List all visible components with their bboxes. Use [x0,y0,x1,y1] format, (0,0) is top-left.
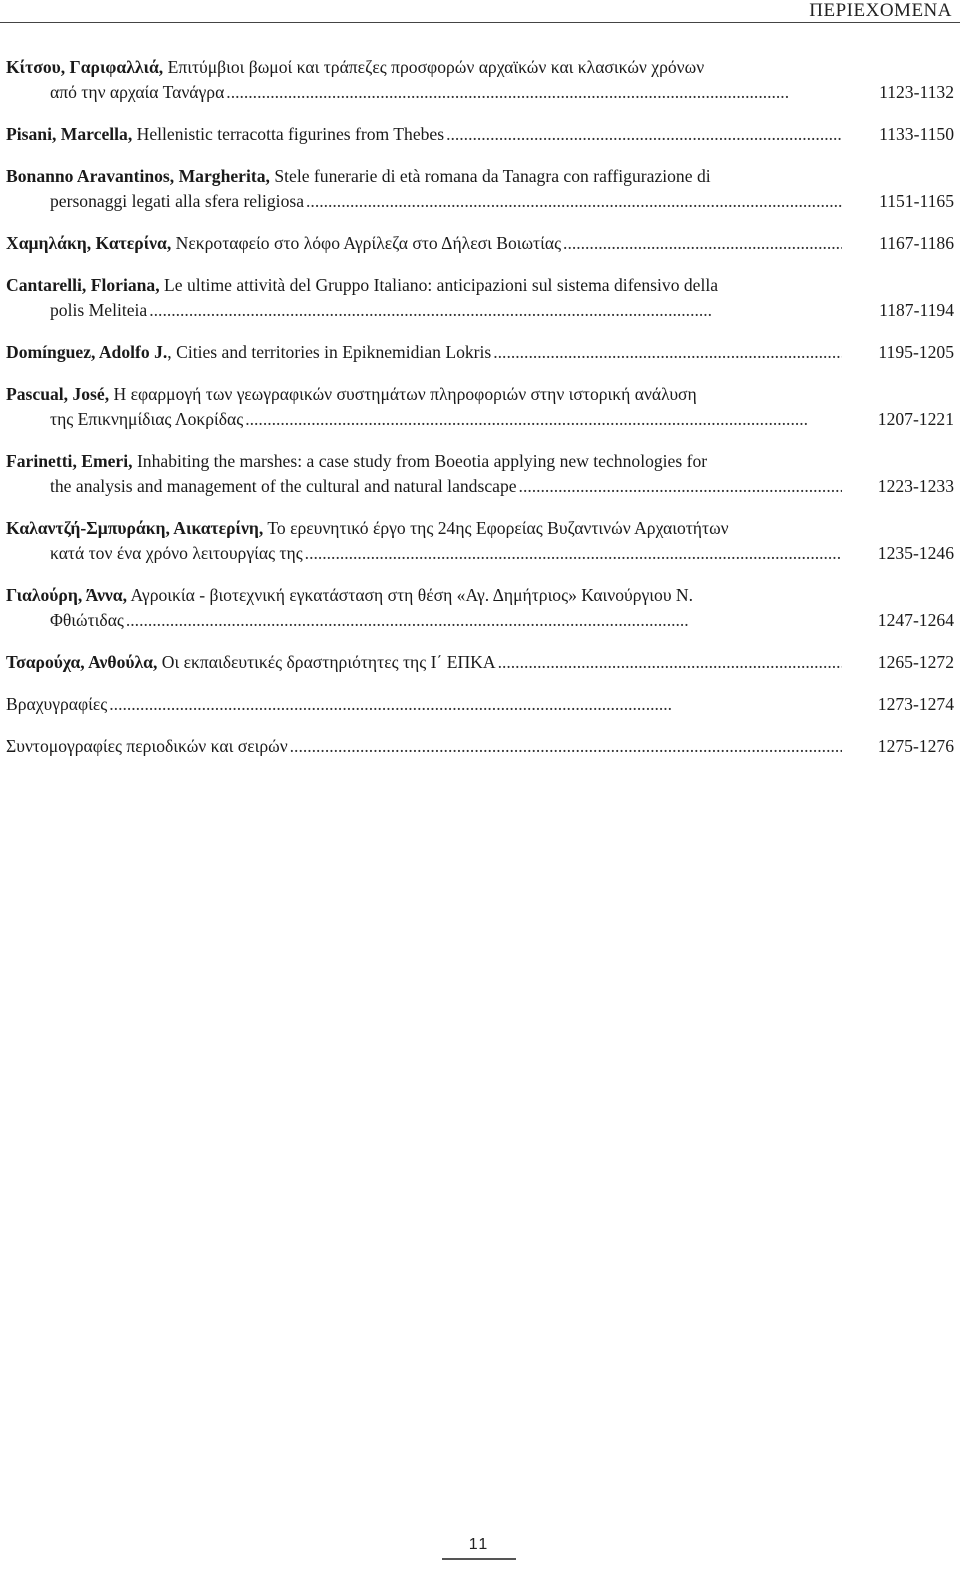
table-of-contents [6,55,954,776]
toc-entry[interactable] [6,382,954,432]
running-head-title: ΠΕΡΙΕΧΟΜΕΝΑ [809,0,952,21]
toc-pages: 1187-1194 [879,300,954,320]
dot-leader [245,407,842,432]
dot-leader [149,298,842,323]
toc-pages: 1223-1233 [877,476,954,496]
toc-pages: 1195-1205 [878,342,954,362]
toc-title: Αγροικία - βιοτεχνική εγκατάσταση στη θέση «Αγ. Δημήτριος» Καινούργιου Ν. [127,585,694,605]
header-rule [0,22,960,23]
dot-leader [290,734,842,759]
dot-leader [519,474,842,499]
dot-leader [563,231,842,256]
toc-title: , Cities and territories in Epiknemidian Lokris [167,342,492,362]
toc-title: Η εφαρμογή των γεωγραφικών συστημάτων πληροφοριών στην ιστορική ανάλυση [109,384,697,404]
toc-pages: 1247-1264 [877,610,954,630]
toc-title: Inhabiting the marshes: a case study from Boeotia applying new technologies for [132,451,708,471]
dot-leader [446,122,842,147]
toc-entry[interactable] [6,449,954,499]
toc-title-continued: Φθιώτιδας [50,610,124,630]
dot-leader [226,80,842,105]
toc-title: Νεκροταφείο στο λόφο Αγρίλεζα στο Δήλεσι Βοιωτίας [171,233,562,253]
dot-leader [126,608,842,633]
toc-title: Συντομογραφίες περιοδικών και σειρών [6,736,288,756]
toc-title: Βραχυγραφίες [6,694,108,714]
toc-author: Γιαλούρη, Άννα, [6,585,128,605]
toc-author: Bonanno Aravantinos, Margherita, [6,166,270,186]
toc-title: Le ultime attività del Gruppo Italiano: anticipazioni sul sistema difensivo della [159,275,719,295]
toc-pages: 1123-1132 [879,82,954,102]
toc-entry[interactable] [6,650,954,675]
toc-author: Domínguez, Adolfo J. [6,342,168,362]
toc-author: Farinetti, Emeri, [6,451,133,471]
dot-leader [493,340,842,365]
toc-pages: 1273-1274 [877,694,954,714]
toc-author: Χαμηλάκη, Κατερίνα, [6,233,172,253]
page-number: 11 [468,1536,490,1553]
toc-pages: 1133-1150 [879,124,954,144]
toc-title-continued: personaggi legati alla sfera religiosa [50,191,305,211]
toc-author: Κίτσου, Γαριφαλλιά, [6,57,164,77]
toc-entry[interactable] [6,734,954,759]
toc-title-continued: κατά τον ένα χρόνο λειτουργίας της [50,543,303,563]
toc-title: Hellenistic terracotta figurines from Thebes [132,124,445,144]
toc-pages: 1151-1165 [879,191,954,211]
toc-pages: 1167-1186 [879,233,954,253]
toc-entry[interactable] [6,231,954,256]
toc-title-continued: από την αρχαία Τανάγρα [50,82,225,102]
toc-entry[interactable] [6,122,954,147]
toc-pages: 1207-1221 [877,409,954,429]
page-footer [442,1536,516,1560]
toc-title-continued: της Επικνημίδιας Λοκρίδας [50,409,244,429]
toc-entry[interactable] [6,516,954,566]
page-number-rule [442,1558,516,1560]
toc-author: Pisani, Marcella, [6,124,133,144]
dot-leader [306,189,842,214]
toc-entry[interactable] [6,692,954,717]
toc-author: Cantarelli, Floriana, [6,275,160,295]
dot-leader [498,650,842,675]
dot-leader [305,541,842,566]
toc-author: Τσαρούχα, Ανθούλα, [6,652,158,672]
toc-author: Pascual, José, [6,384,110,404]
toc-entry[interactable] [6,55,954,105]
toc-title-continued: polis Meliteia [50,300,148,320]
toc-pages: 1235-1246 [877,543,954,563]
toc-entry[interactable] [6,273,954,323]
toc-pages: 1275-1276 [877,736,954,756]
toc-entry[interactable] [6,340,954,365]
toc-entry[interactable] [6,164,954,214]
toc-title: Οι εκπαιδευτικές δραστηριότητες της Ι΄ ΕΠΚΑ [157,652,496,672]
toc-title: Stele funerarie di età romana da Tanagra con raffigurazione di [269,166,711,186]
toc-title: Επιτύμβιοι βωμοί και τράπεζες προσφορών αρχαϊκών και κλασικών χρόνων [163,57,705,77]
toc-pages: 1265-1272 [877,652,954,672]
toc-author: Καλαντζή-Σμπυράκη, Αικατερίνη, [6,518,264,538]
toc-title: Το ερευνητικό έργο της 24ης Εφορείας Βυζαντινών Αρχαιοτήτων [263,518,729,538]
toc-title-continued: the analysis and management of the cultural and natural landscape [50,476,517,496]
dot-leader [109,692,842,717]
toc-entry[interactable] [6,583,954,633]
